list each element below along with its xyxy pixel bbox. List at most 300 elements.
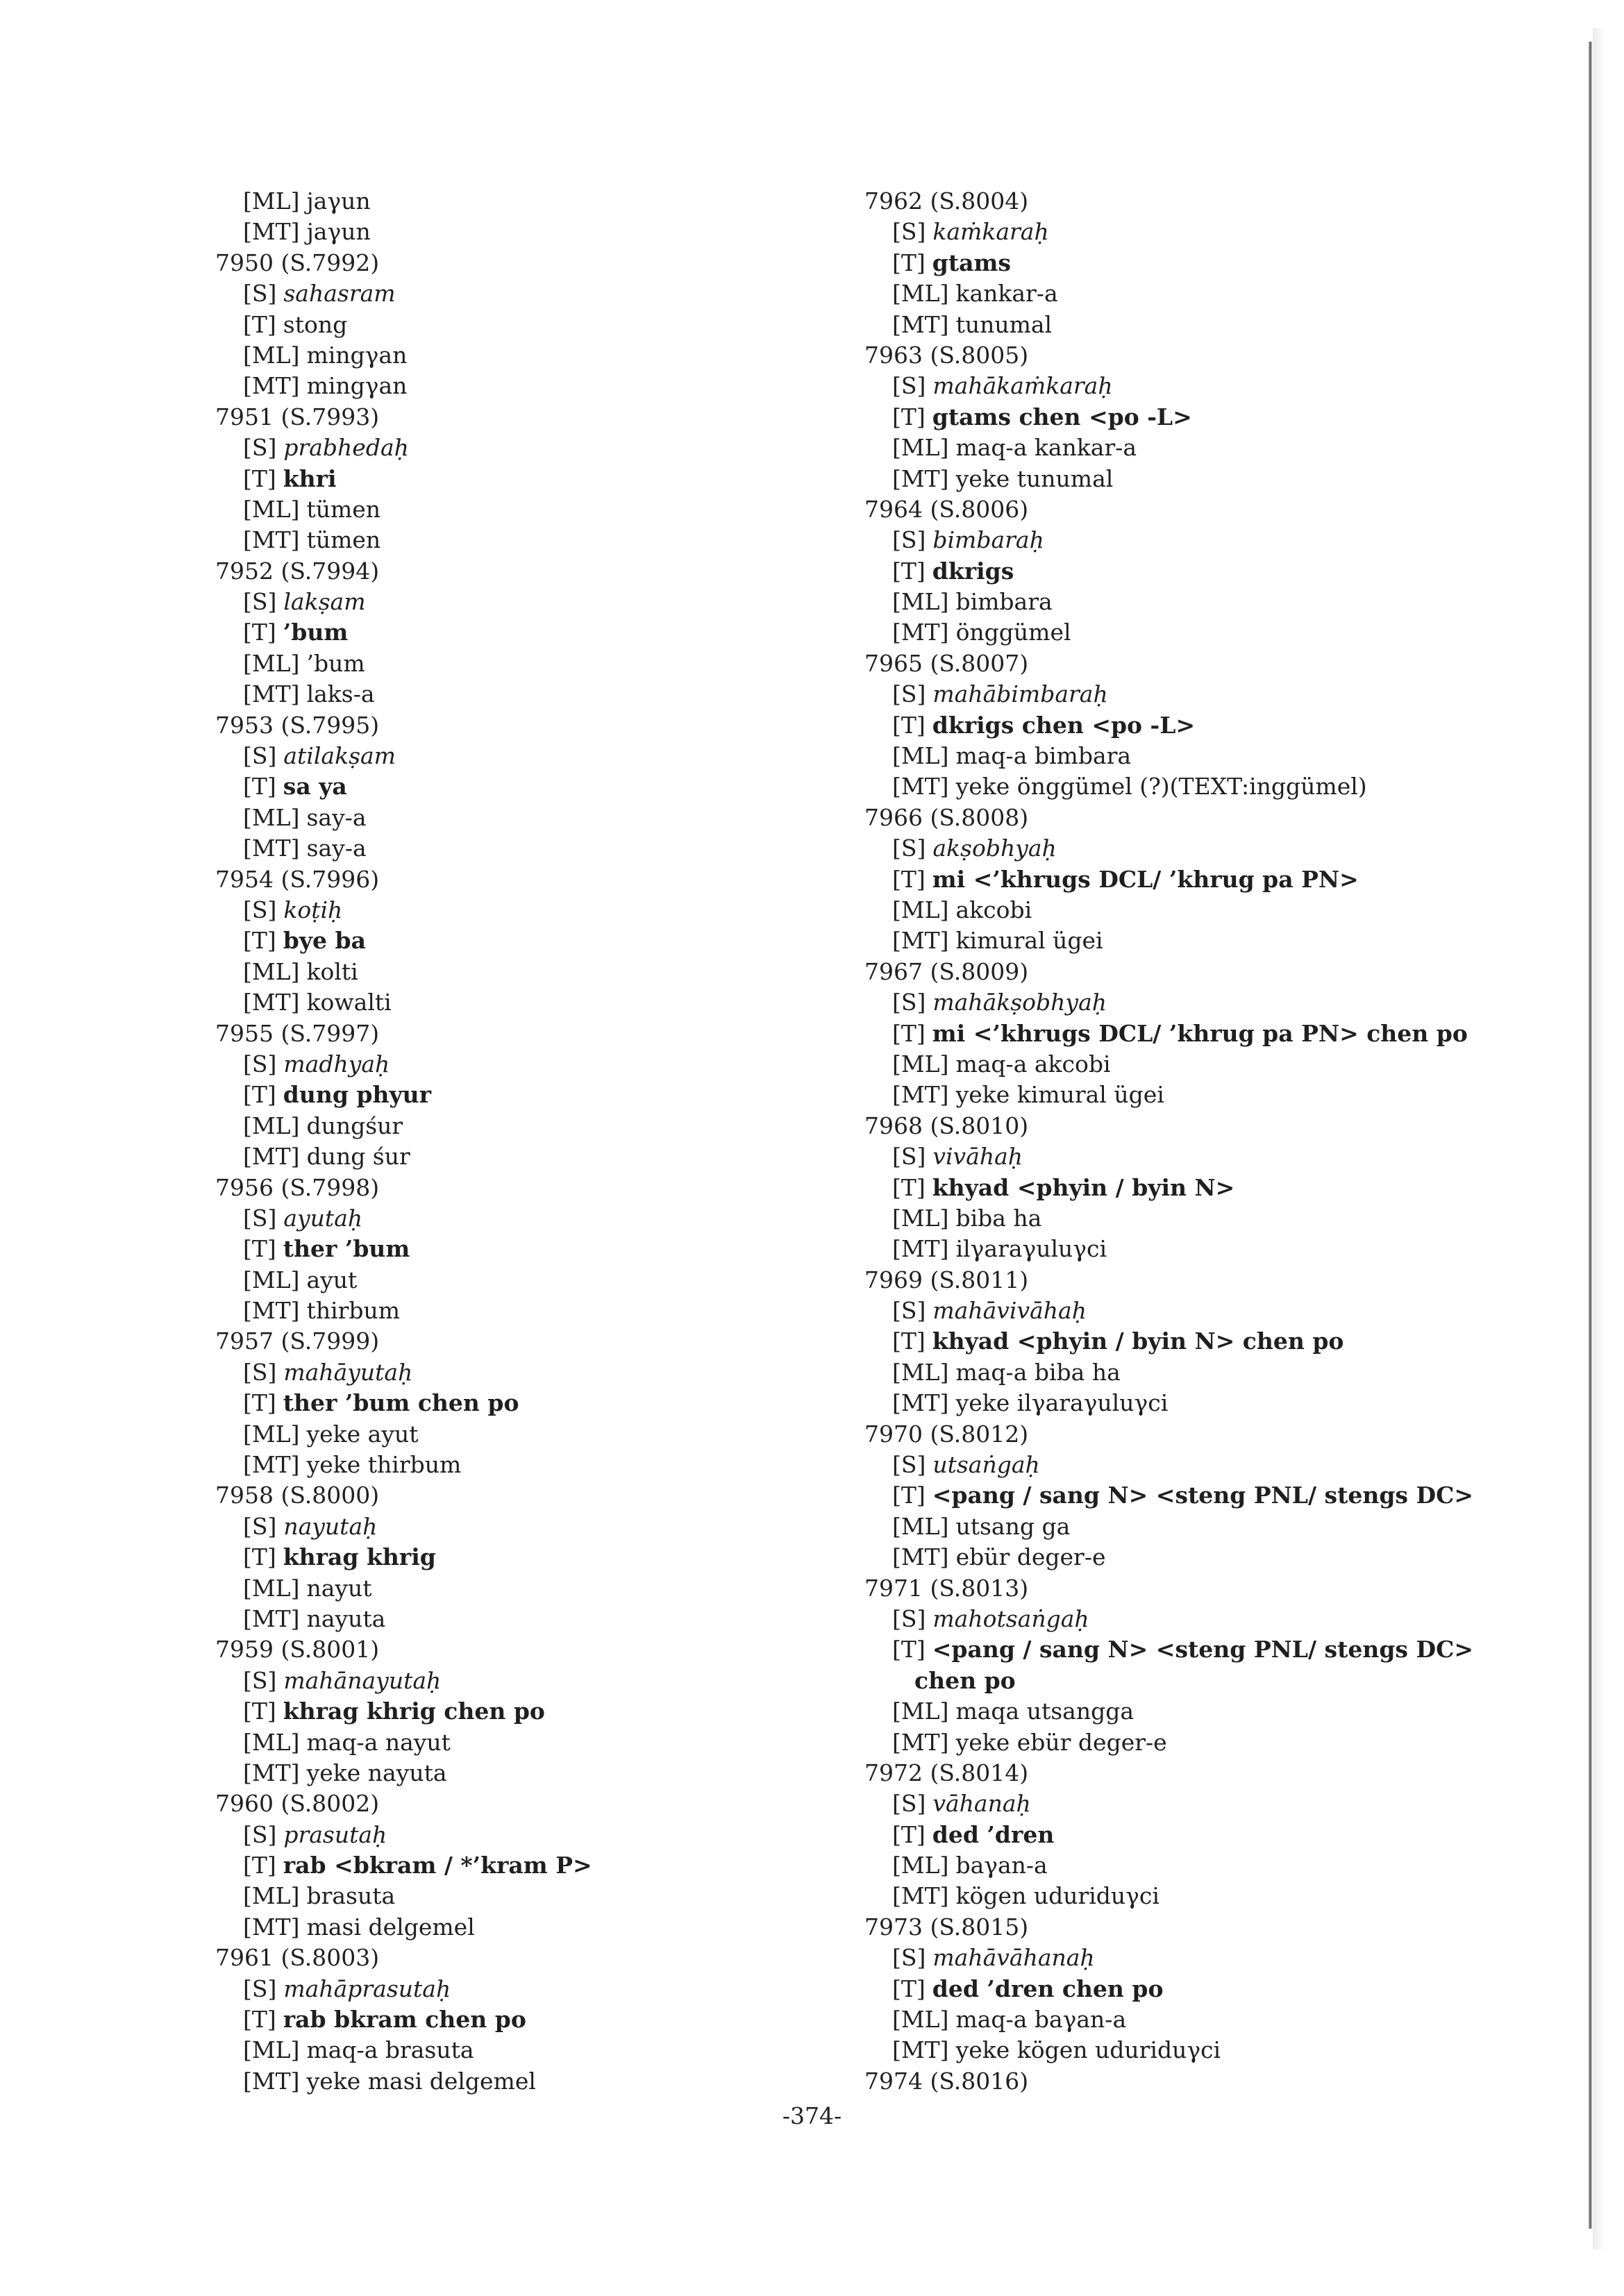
entry-term: khri bbox=[283, 464, 337, 492]
entry-term: tümen bbox=[306, 495, 381, 523]
entry-term: say-a bbox=[306, 803, 367, 831]
entry-number bbox=[864, 1758, 1559, 1788]
entry-line bbox=[215, 1080, 785, 1110]
entry-term: nayut bbox=[306, 1574, 372, 1602]
entry-term: yeke önggümel (?)(TEXT:inggümel) bbox=[955, 773, 1367, 801]
entry-number-text: 7974 (S.8016) bbox=[864, 2067, 1029, 2095]
language-tag: [ML] bbox=[243, 1266, 300, 1293]
language-tag: [ML] bbox=[892, 1358, 949, 1386]
language-tag: [ML] bbox=[892, 1512, 949, 1540]
entry-line bbox=[215, 2004, 785, 2035]
entry-term: akṣobhyaḥ bbox=[932, 835, 1057, 862]
entry-term: maq-a bimbara bbox=[955, 742, 1132, 770]
entry-term: kaṁkaraḥ bbox=[932, 218, 1049, 246]
entry-number bbox=[864, 1419, 1559, 1450]
language-tag: [S] bbox=[243, 1975, 277, 2002]
language-tag: [S] bbox=[243, 1358, 277, 1386]
entry-term: dung phyur bbox=[283, 1081, 432, 1109]
language-tag: [S] bbox=[243, 1204, 277, 1232]
entry-term: utsang ga bbox=[955, 1512, 1071, 1540]
entry-line bbox=[215, 2035, 785, 2065]
entry-term: kankar-a bbox=[955, 280, 1058, 308]
entry-line bbox=[864, 864, 1559, 895]
language-tag: [T] bbox=[243, 619, 276, 646]
entry-term: mi <’khrugs DCL/ ’khrug pa PN> chen po bbox=[932, 1019, 1468, 1047]
entry-number bbox=[215, 1943, 785, 1973]
entry-term: yeke nayuta bbox=[306, 1759, 447, 1786]
language-tag: [T] bbox=[892, 711, 926, 739]
language-tag: [MT] bbox=[243, 218, 300, 246]
language-tag: [S] bbox=[243, 280, 277, 308]
entry-line bbox=[215, 1666, 785, 1696]
entry-term: yeke masi delgemel bbox=[306, 2067, 536, 2095]
language-tag: [T] bbox=[892, 403, 926, 430]
entry-term: mahāvāhanaḥ bbox=[932, 1944, 1095, 1972]
entry-line bbox=[864, 1357, 1559, 1388]
entry-number-text: 7969 (S.8011) bbox=[864, 1266, 1029, 1293]
entry-term: akcobi bbox=[955, 896, 1032, 923]
entry-line bbox=[215, 217, 785, 247]
entry-line bbox=[864, 248, 1559, 278]
entry-line bbox=[215, 1850, 785, 1881]
language-tag: [ML] bbox=[892, 2006, 949, 2034]
entry-number bbox=[864, 1265, 1559, 1296]
language-tag: [ML] bbox=[243, 1420, 300, 1448]
entry-term: yeke ayut bbox=[306, 1420, 419, 1448]
entry-line bbox=[864, 1049, 1559, 1080]
entry-term: mingγan bbox=[306, 372, 408, 400]
entry-term: dkrigs bbox=[932, 557, 1014, 585]
entry-line bbox=[864, 1788, 1559, 1819]
entry-line bbox=[215, 925, 785, 956]
language-tag: [MT] bbox=[892, 1235, 949, 1263]
entry-number-text: 7958 (S.8000) bbox=[215, 1482, 380, 1509]
entry-term: mi <’khrugs DCL/ ’khrug pa PN> bbox=[932, 865, 1359, 893]
entry-term: mahākṣobhyaḥ bbox=[932, 989, 1107, 1016]
entry-term: khyad <phyin / byin N> chen po bbox=[932, 1327, 1344, 1355]
entry-line bbox=[215, 464, 785, 494]
entry-line bbox=[864, 1542, 1559, 1573]
entry-line bbox=[864, 1019, 1559, 1049]
language-tag: [ML] bbox=[892, 588, 949, 616]
entry-line bbox=[215, 525, 785, 555]
language-tag: [S] bbox=[243, 1820, 277, 1848]
entry-number bbox=[864, 1573, 1559, 1604]
entry-line bbox=[215, 679, 785, 710]
entry-term: vivāhaḥ bbox=[932, 1143, 1023, 1171]
entry-term: maq-a biba ha bbox=[955, 1358, 1121, 1386]
entry-line bbox=[215, 648, 785, 679]
entry-term: mahāyutaḥ bbox=[283, 1358, 413, 1386]
entry-term: yeke kimural ügei bbox=[955, 1081, 1164, 1109]
entry-term: tümen bbox=[306, 526, 381, 554]
entry-number-text: 7962 (S.8004) bbox=[864, 187, 1029, 215]
language-tag: [S] bbox=[892, 989, 926, 1016]
language-tag: [T] bbox=[892, 1173, 926, 1201]
entry-line bbox=[864, 1974, 1559, 2004]
entry-line bbox=[215, 278, 785, 309]
entry-number-text: 7970 (S.8012) bbox=[864, 1420, 1029, 1448]
language-tag: [MT] bbox=[243, 1297, 300, 1325]
language-tag: [T] bbox=[892, 557, 926, 585]
entry-term: dkrigs chen <po -L> bbox=[932, 711, 1196, 739]
entry-line bbox=[864, 1727, 1559, 1758]
language-tag: [S] bbox=[892, 1944, 926, 1972]
entry-line bbox=[864, 925, 1559, 956]
entry-term: koṭiḥ bbox=[283, 896, 343, 923]
language-tag: [MT] bbox=[892, 464, 949, 492]
language-tag: [T] bbox=[243, 927, 276, 955]
entry-term: prabhedaḥ bbox=[283, 434, 409, 462]
entry-term: jaγun bbox=[306, 218, 371, 246]
entry-line bbox=[215, 803, 785, 833]
entry-number bbox=[215, 710, 785, 741]
language-tag: [T] bbox=[243, 2006, 276, 2034]
language-tag: [MT] bbox=[892, 1882, 949, 1910]
entry-number-text: 7966 (S.8008) bbox=[864, 803, 1029, 831]
language-tag: [T] bbox=[243, 1698, 276, 1725]
language-tag: [T] bbox=[243, 1235, 276, 1263]
entry-number bbox=[864, 494, 1559, 525]
entry-line bbox=[215, 1881, 785, 1911]
entry-number-text: 7959 (S.8001) bbox=[215, 1636, 380, 1664]
entry-number bbox=[215, 248, 785, 278]
entry-term: prasutaḥ bbox=[283, 1820, 387, 1848]
entry-number-text: 7954 (S.7996) bbox=[215, 865, 380, 893]
language-tag: [T] bbox=[243, 310, 276, 338]
entry-line bbox=[215, 1542, 785, 1573]
language-tag: [S] bbox=[892, 1297, 926, 1325]
entry-line bbox=[215, 1357, 785, 1388]
entry-line bbox=[864, 587, 1559, 617]
language-tag: [S] bbox=[892, 835, 926, 862]
language-tag: [S] bbox=[892, 1790, 926, 1818]
entry-number bbox=[864, 340, 1559, 371]
entry-line bbox=[215, 1388, 785, 1418]
entry-term: vāhanaḥ bbox=[932, 1790, 1031, 1818]
entry-number bbox=[864, 1111, 1559, 1141]
language-tag: [ML] bbox=[243, 2036, 300, 2064]
entry-term: yeke kögen uduriduγci bbox=[955, 2036, 1221, 2064]
language-tag: [ML] bbox=[243, 1112, 300, 1139]
entry-line bbox=[215, 895, 785, 925]
entry-term: khyad <phyin / byin N> bbox=[932, 1173, 1235, 1201]
entry-line bbox=[215, 494, 785, 525]
entry-term: maqa utsangga bbox=[955, 1698, 1135, 1725]
entry-term: ayutaḥ bbox=[283, 1204, 363, 1232]
language-tag: [ML] bbox=[892, 280, 949, 308]
entry-number-text: 7964 (S.8006) bbox=[864, 495, 1029, 523]
entry-line bbox=[215, 1203, 785, 1234]
entry-line bbox=[215, 957, 785, 987]
entry-line bbox=[864, 1326, 1559, 1357]
entry-term: mahākaṁkaraḥ bbox=[932, 372, 1113, 400]
entry-line bbox=[864, 217, 1559, 247]
entry-line bbox=[215, 1234, 785, 1264]
language-tag: [S] bbox=[243, 1050, 277, 1078]
entry-line bbox=[215, 340, 785, 371]
entry-term: ’bum bbox=[283, 619, 349, 646]
entry-number-text: 7965 (S.8007) bbox=[864, 649, 1029, 677]
entry-line bbox=[864, 525, 1559, 555]
entry-line bbox=[215, 371, 785, 401]
entry-term: lakṣam bbox=[283, 588, 366, 616]
entry-line bbox=[215, 1820, 785, 1850]
language-tag: [S] bbox=[892, 372, 926, 400]
entry-term: kögen uduriduγci bbox=[955, 1882, 1160, 1910]
entry-line bbox=[864, 679, 1559, 710]
entry-number bbox=[864, 186, 1559, 217]
language-tag: [T] bbox=[892, 249, 926, 276]
entry-term: stong bbox=[283, 310, 348, 338]
entry-term: yeke ebür deger-e bbox=[955, 1728, 1167, 1756]
language-tag: [T] bbox=[243, 464, 276, 492]
language-tag: [T] bbox=[892, 1482, 926, 1509]
entry-term: khrag khrig bbox=[283, 1543, 436, 1571]
entry-line bbox=[864, 464, 1559, 494]
entry-term: yeke ilγaraγuluγci bbox=[955, 1389, 1169, 1417]
entry-number bbox=[215, 556, 785, 587]
language-tag: [T] bbox=[243, 1543, 276, 1571]
entry-term: maq-a akcobi bbox=[955, 1050, 1111, 1078]
entry-term: khrag khrig chen po bbox=[283, 1698, 545, 1725]
language-tag: [ML] bbox=[892, 1050, 949, 1078]
entry-number-text: 7972 (S.8014) bbox=[864, 1759, 1029, 1786]
entry-term: ’bum bbox=[306, 649, 365, 677]
entry-line bbox=[215, 1419, 785, 1450]
entry-line bbox=[864, 1450, 1559, 1480]
entry-term: gtams bbox=[932, 249, 1011, 276]
entry-term: kowalti bbox=[306, 989, 392, 1016]
language-tag: [ML] bbox=[243, 495, 300, 523]
entry-line bbox=[864, 1173, 1559, 1203]
entry-number-text: 7952 (S.7994) bbox=[215, 557, 380, 585]
language-tag: [MT] bbox=[243, 372, 300, 400]
entry-term: mingγan bbox=[306, 341, 408, 369]
entry-line bbox=[864, 1820, 1559, 1850]
language-tag: [ML] bbox=[243, 1728, 300, 1756]
entry-line bbox=[215, 617, 785, 648]
language-tag: [ML] bbox=[892, 434, 949, 462]
entry-term: tunumal bbox=[955, 310, 1053, 338]
entry-number-text: 7971 (S.8013) bbox=[864, 1574, 1029, 1602]
entry-line bbox=[864, 710, 1559, 741]
language-tag: [MT] bbox=[243, 526, 300, 554]
right-column bbox=[864, 186, 1559, 2097]
entry-line bbox=[215, 1696, 785, 1727]
entry-term: maq-a baγan-a bbox=[955, 2006, 1127, 2034]
language-tag: [T] bbox=[892, 1975, 926, 2002]
entry-number bbox=[215, 1634, 785, 1665]
language-tag: [MT] bbox=[243, 1604, 300, 1632]
language-tag: [ML] bbox=[243, 187, 300, 215]
entry-line bbox=[215, 1604, 785, 1634]
language-tag: [T] bbox=[243, 1852, 276, 1879]
entry-line bbox=[864, 556, 1559, 587]
language-tag: [ML] bbox=[892, 1698, 949, 1725]
language-tag: [S] bbox=[892, 218, 926, 246]
language-tag: [S] bbox=[243, 896, 277, 923]
language-tag: [T] bbox=[243, 1389, 276, 1417]
language-tag: [S] bbox=[892, 526, 926, 554]
language-tag: [T] bbox=[892, 1327, 926, 1355]
language-tag: [T] bbox=[892, 865, 926, 893]
entry-term: ded ’dren bbox=[932, 1820, 1055, 1848]
entry-line bbox=[864, 1480, 1559, 1511]
entry-number-text: 7967 (S.8009) bbox=[864, 957, 1029, 985]
entry-term: ayut bbox=[306, 1266, 358, 1293]
language-tag: [ML] bbox=[243, 649, 300, 677]
entry-number bbox=[864, 1912, 1559, 1943]
entry-number bbox=[215, 864, 785, 895]
entry-number bbox=[864, 2066, 1559, 2097]
language-tag: [MT] bbox=[892, 310, 949, 338]
entry-line bbox=[864, 987, 1559, 1018]
language-tag: [S] bbox=[892, 680, 926, 708]
entry-term: gtams chen <po -L> bbox=[932, 403, 1192, 430]
entry-term: masi delgemel bbox=[306, 1913, 475, 1941]
entry-line bbox=[864, 1881, 1559, 1911]
entry-line bbox=[215, 1049, 785, 1080]
entry-term: rab bkram chen po bbox=[283, 2006, 526, 2034]
entry-term: yeke thirbum bbox=[306, 1451, 462, 1479]
entry-term: madhyaḥ bbox=[283, 1050, 390, 1078]
language-tag: [MT] bbox=[892, 927, 949, 955]
language-tag: [ML] bbox=[243, 1882, 300, 1910]
entry-number bbox=[864, 803, 1559, 833]
entry-number-text: 7968 (S.8010) bbox=[864, 1112, 1029, 1139]
language-tag: [S] bbox=[243, 1666, 277, 1694]
language-tag: [MT] bbox=[892, 773, 949, 801]
entry-term: nayutaḥ bbox=[283, 1512, 378, 1540]
entry-line bbox=[215, 1511, 785, 1542]
entry-continuation bbox=[864, 1666, 1559, 1696]
language-tag: [S] bbox=[243, 742, 277, 770]
entry-term: nayuta bbox=[306, 1604, 386, 1632]
entry-term: bimbara bbox=[955, 588, 1053, 616]
entry-line bbox=[215, 771, 785, 802]
entry-number bbox=[215, 1480, 785, 1511]
language-tag: [T] bbox=[243, 773, 276, 801]
entry-term: önggümel bbox=[955, 619, 1071, 646]
entry-line bbox=[864, 402, 1559, 433]
entry-number bbox=[864, 648, 1559, 679]
language-tag: [MT] bbox=[892, 1728, 949, 1756]
language-tag: [MT] bbox=[243, 1451, 300, 1479]
entry-line bbox=[215, 1265, 785, 1296]
entry-term: bye ba bbox=[283, 927, 366, 955]
entry-term: thirbum bbox=[306, 1297, 401, 1325]
language-tag: [S] bbox=[243, 588, 277, 616]
entry-number-text: 7951 (S.7993) bbox=[215, 403, 380, 430]
entry-term: rab <bkram / *’kram P> bbox=[283, 1852, 592, 1879]
entry-line bbox=[864, 833, 1559, 864]
entry-line bbox=[864, 1511, 1559, 1542]
language-tag: [ML] bbox=[892, 896, 949, 923]
entry-line bbox=[215, 1141, 785, 1172]
entry-number bbox=[215, 402, 785, 433]
entry-term: ded ’dren chen po bbox=[932, 1975, 1164, 2002]
entry-term: atilakṣam bbox=[283, 742, 396, 770]
entry-term: brasuta bbox=[306, 1882, 396, 1910]
entry-term: ther ’bum chen po bbox=[283, 1389, 519, 1417]
entry-term: maq-a brasuta bbox=[306, 2036, 474, 2064]
language-tag: [ML] bbox=[243, 957, 300, 985]
entry-term: <pang / sang N> <steng PNL/ stengs DC> bbox=[932, 1482, 1474, 1509]
entry-line bbox=[864, 1943, 1559, 1973]
language-tag: [MT] bbox=[243, 1913, 300, 1941]
entry-line bbox=[215, 1912, 785, 1943]
entry-term: ther ’bum bbox=[283, 1235, 410, 1263]
entry-line bbox=[864, 741, 1559, 771]
entry-term: mahāvivāhaḥ bbox=[932, 1297, 1087, 1325]
page-edge-line bbox=[1589, 42, 1592, 2229]
entry-line bbox=[215, 1573, 785, 1604]
entry-line bbox=[864, 1388, 1559, 1418]
entry-term: yeke tunumal bbox=[955, 464, 1114, 492]
entry-line bbox=[215, 186, 785, 217]
language-tag: [MT] bbox=[243, 989, 300, 1016]
language-tag: [S] bbox=[243, 1512, 277, 1540]
page-edge-shadow bbox=[1593, 28, 1605, 2249]
entry-line bbox=[215, 1296, 785, 1326]
entry-number-text: 7956 (S.7998) bbox=[215, 1173, 380, 1201]
entry-line bbox=[215, 741, 785, 771]
entry-number bbox=[215, 1019, 785, 1049]
entry-number bbox=[864, 957, 1559, 987]
entry-line bbox=[215, 587, 785, 617]
entry-line bbox=[215, 833, 785, 864]
language-tag: [T] bbox=[892, 1636, 926, 1664]
entry-term: laks-a bbox=[306, 680, 375, 708]
language-tag: [MT] bbox=[892, 2036, 949, 2064]
entry-term: bimbaraḥ bbox=[932, 526, 1044, 554]
entry-line bbox=[864, 895, 1559, 925]
entry-number-text: 7957 (S.7999) bbox=[215, 1327, 380, 1355]
entry-number bbox=[215, 1788, 785, 1819]
entry-term: baγan-a bbox=[955, 1852, 1048, 1879]
entry-line bbox=[215, 987, 785, 1018]
entry-term: maq-a kankar-a bbox=[955, 434, 1137, 462]
language-tag: [MT] bbox=[243, 1143, 300, 1171]
entry-line bbox=[864, 310, 1559, 340]
language-tag: [T] bbox=[892, 1019, 926, 1047]
language-tag: [ML] bbox=[892, 742, 949, 770]
entry-line bbox=[864, 1696, 1559, 1727]
page-number: -374- bbox=[782, 2102, 842, 2129]
entry-term: mahānayutaḥ bbox=[283, 1666, 442, 1694]
entry-line bbox=[864, 1203, 1559, 1234]
entry-term: maq-a nayut bbox=[306, 1728, 451, 1756]
entry-term: dungśur bbox=[306, 1112, 403, 1139]
entry-line bbox=[864, 2035, 1559, 2065]
entry-line bbox=[864, 433, 1559, 463]
language-tag: [ML] bbox=[892, 1204, 949, 1232]
entry-number-text: 7961 (S.8003) bbox=[215, 1944, 380, 1972]
entry-line bbox=[864, 1234, 1559, 1264]
language-tag: [T] bbox=[243, 1081, 276, 1109]
entry-line bbox=[215, 1111, 785, 1141]
entry-number-text: 7955 (S.7997) bbox=[215, 1019, 380, 1047]
entry-term: kimural ügei bbox=[955, 927, 1103, 955]
entry-line bbox=[215, 1450, 785, 1480]
language-tag: [MT] bbox=[892, 1081, 949, 1109]
entry-term: mahābimbaraḥ bbox=[932, 680, 1108, 708]
language-tag: [MT] bbox=[243, 835, 300, 862]
entry-line bbox=[215, 1727, 785, 1758]
entry-term: biba ha bbox=[955, 1204, 1042, 1232]
entry-line bbox=[864, 1080, 1559, 1110]
